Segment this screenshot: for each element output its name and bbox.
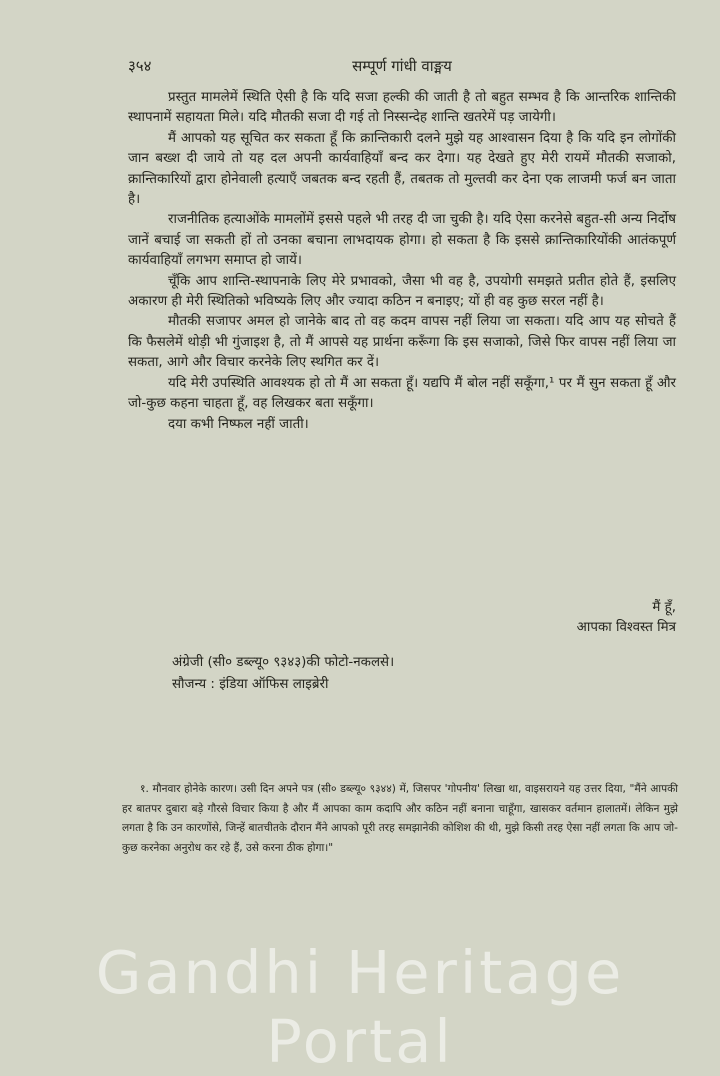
source-note: अंग्रेजी (सी० डब्ल्यू० ९३४३)की फोटो-नकलसे। (172, 655, 395, 670)
footnote: १. मौनवार होनेके कारण। उसी दिन अपने पत्र (सी० डब्ल्यू० ९३४४) में, जिसपर 'गोपनीय' लिखा था, वाइसरायने यह उत्तर दिया, "मैंने आपकी हर बातपर दुबारा बड़े गौरसे विचार किया है और मैं आपका काम कदापि और कठिन नहीं बनाना चाहूँगा, खासकर वर्तमान हालातमें। लेकिन मुझे लगता है कि उन कारणोंसे, जिन्हें बातचीतके दौरान मैंने आपको पूरी तरह समझानेकी कोशिश की थी, मुझे किसी तरह ऐसा नहीं लगता कि आप जो-कुछ करनेका अनुरोध कर रहे हैं, उसे करना ठीक होगा।" (122, 783, 678, 854)
body-paragraph: दया कभी निष्फल नहीं जाती। (168, 416, 309, 432)
closing-line: मैं हूँ, (652, 600, 676, 615)
body-paragraph: राजनीतिक हत्याओंके मामलोंमें इससे पहले भी तरह दी जा चुकी है। यदि ऐसा करनेसे बहुत-सी अन्य निर्दोष जानें बचाई जा सकती हों तो उनका बचाना लाभदायक होगा। हो सकता है कि इससे क्रान्तिकारियोंकी आतंकपूर्ण कार्यवाहियाँ लगभग समाप्त हो जायें। (128, 212, 676, 269)
body-paragraph: चूँकि आप शान्ति-स्थापनाके लिए मेरे प्रभावको, जैसा भी वह है, उपयोगी समझते प्रतीत होते हैं, इसलिए अकारण ही मेरी स्थितिको भविष्यके लिए और ज्यादा कठिन न बनाइए; यों ही वह कुछ सरल नहीं है। (128, 273, 676, 310)
body-paragraph: मैं आपको यह सूचित कर सकता हूँ कि क्रान्तिकारी दलने मुझे यह आश्वासन दिया है कि यदि इन लोगोंकी जान बख्श दी जाये तो यह दल अपनी कार्यवाहियाँ बन्द कर देगा। यह देखते हुए मेरी रायमें मौतकी सजाको, क्रान्तिकारियों द्वारा होनेवाली हत्याएँ जबतक बन्द रहती हैं, तबतक तो मुल्तवी कर देना एक लाजमी फर्ज बन जाता है। (128, 130, 676, 208)
body-paragraph: प्रस्तुत मामलेमें स्थिति ऐसी है कि यदि सजा हल्की की जाती है तो बहुत सम्भव है कि आन्तरिक शान्तिकी स्थापनामें सहायता मिले। यदि मौतकी सजा दी गई तो निस्सन्देह शान्ति खतरेमें पड़ जायेगी। (128, 90, 676, 126)
watermark: Gandhi Heritage Portal (95, 938, 625, 1076)
page-header (128, 56, 676, 82)
body-paragraph: यदि मेरी उपस्थिति आवश्यक हो तो मैं आ सकता हूँ। यद्यपि मैं बोल नहीं सकूँगा,¹ पर मैं सुन सकता हूँ और जो-कुछ कहना चाहता हूँ, वह लिखकर बता सकूँगा। (128, 375, 676, 412)
letter-body (128, 88, 676, 435)
signature-line: आपका विश्वस्त मित्र (576, 620, 676, 635)
book-title: सम्पूर्ण गांधी वाङ्मय (352, 57, 452, 75)
body-paragraph: मौतकी सजापर अमल हो जानेके बाद तो वह कदम वापस नहीं लिया जा सकता। यदि आप यह सोचते हैं कि फैसलेमें थोड़ी भी गुंजाइश है, तो मैं आपसे यह प्रार्थना करूँगा कि इस सजाको, जिसे फिर वापस नहीं लिया जा सकता, आगे और विचार करनेके लिए स्थगित कर दें। (128, 314, 676, 371)
courtesy-note: सौजन्य : इंडिया ऑफिस लाइब्रेरी (172, 677, 329, 692)
page-number: ३५४ (128, 57, 152, 75)
